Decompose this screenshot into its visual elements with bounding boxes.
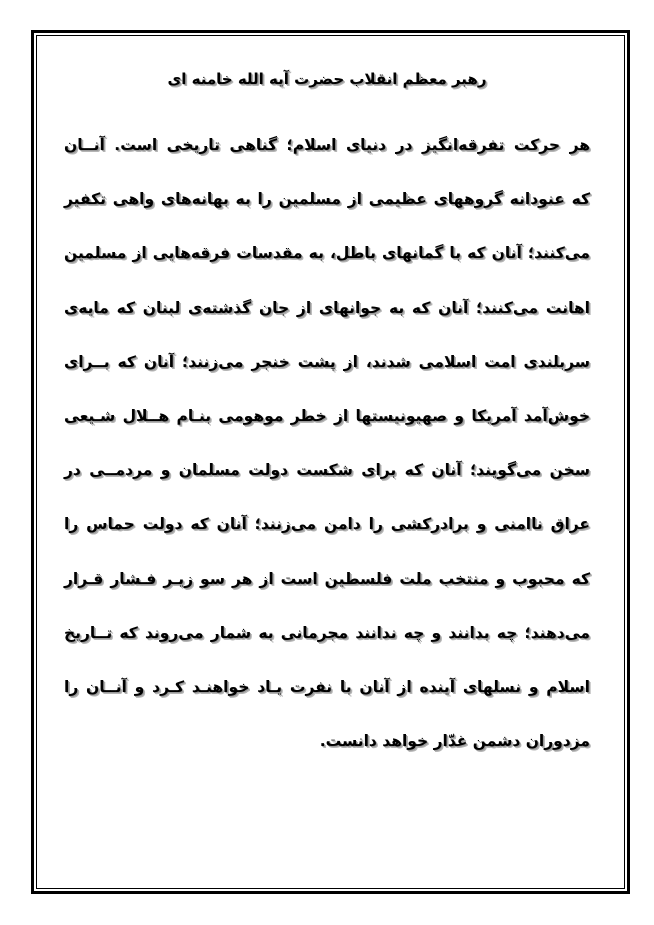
document-title: رهبر معظم انقلاب حضرت آیه الله خامنه ای: [167, 70, 487, 88]
quote-line: اسلام و نسلهای آینده از آنان با نفرت یـاد خواهنـد کـرد و آنــان را: [64, 677, 590, 696]
quote-line: عراق ناامنی و برادرکشی را دامن می‌زنند؛ آنان که دولت حماس را: [64, 515, 590, 534]
quote-line: که عنودانه گروههای عظیمی از مسلمین را به بهانه‌های واهی تکفیر: [64, 190, 590, 209]
quote-body: [64, 128, 590, 778]
quote-line: که محبوب و منتخب ملت فلسطین است از هر سو زیـر فـشار قـرار: [64, 569, 590, 588]
quote-line: هر حرکت تفرقه‌انگیز در دنیای اسلام؛ گناهی تاریخی است. آنــان: [64, 136, 590, 154]
quote-line: می‌کنند؛ آنان که با گمانهای باطل، به مقدسات فرقه‌هایی از مسلمین: [64, 244, 590, 263]
quote-line: خوش‌آمد آمریکا و صهیونیستها از خطر موهومی بنـام هــلال شـیعی: [64, 406, 590, 425]
quote-line: سخن می‌گویند؛ آنان که برای شکست دولت مسلمان و مردمــی در: [64, 461, 590, 480]
quote-line: مزدوران دشمن غدّار خواهد دانست.: [319, 732, 590, 751]
quote-line: می‌دهند؛ چه بدانند و چه ندانند مجرمانی به شمار می‌روند که تــاریخ: [64, 623, 590, 642]
quote-line: اهانت می‌کنند؛ آنان که به جوانهای از جان گذشته‌ی لبنان که مایه‌ی: [64, 298, 590, 317]
quote-line: سربلندی امت اسلامی شدند، از پشت خنجر می‌زنند؛ آنان که بــرای: [64, 352, 590, 371]
